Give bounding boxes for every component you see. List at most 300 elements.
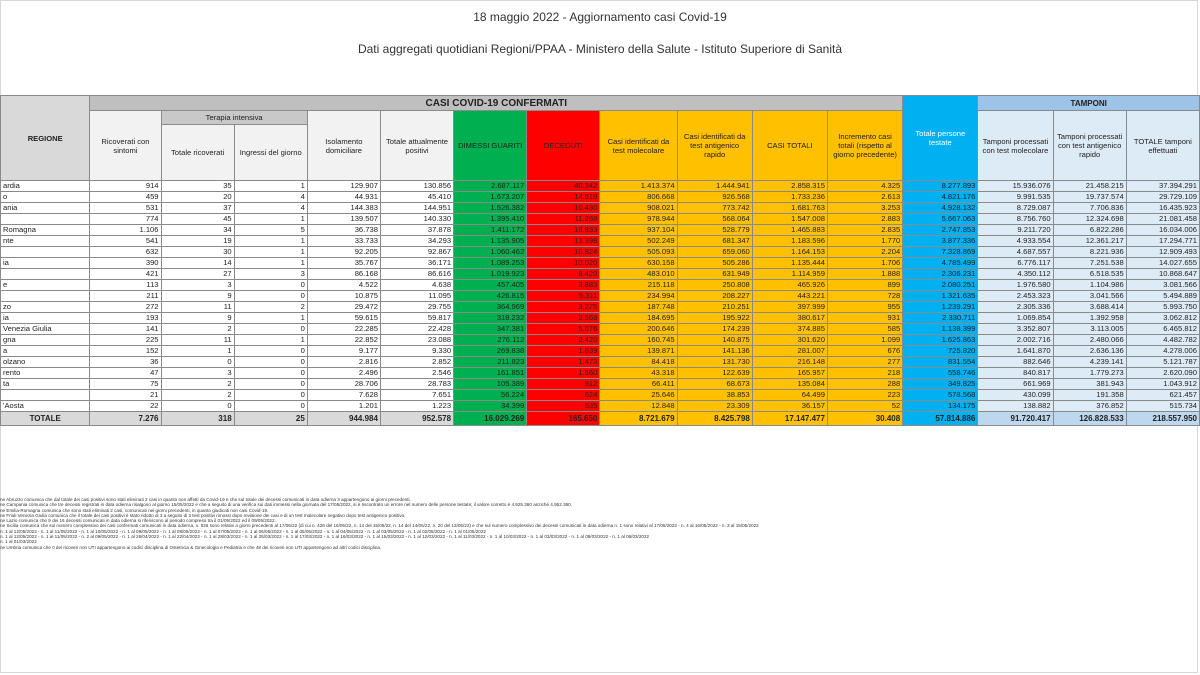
data-cell: 140.330 (380, 214, 453, 225)
data-cell: 4.638 (380, 280, 453, 291)
data-cell: 676 (827, 346, 902, 357)
data-cell: 2.420 (527, 335, 600, 346)
data-cell: 621.457 (1126, 390, 1199, 401)
data-cell: 1.392.958 (1053, 313, 1126, 324)
region-name-cell (1, 247, 90, 258)
data-cell: 4.687.557 (978, 247, 1053, 258)
data-cell: 2.080.251 (903, 280, 978, 291)
data-cell: 15.936.076 (978, 181, 1053, 192)
data-cell: 2.858.315 (752, 181, 827, 192)
data-cell: 2.496 (307, 368, 380, 379)
data-cell: 84.418 (600, 357, 677, 368)
data-cell: 211.823 (454, 357, 527, 368)
data-cell: 10.824 (527, 247, 600, 258)
data-cell: 1.547.008 (752, 214, 827, 225)
data-cell: 926.568 (677, 192, 752, 203)
data-cell: 1.104.986 (1053, 280, 1126, 291)
data-cell: 14 (161, 258, 234, 269)
data-cell: 288 (827, 379, 902, 390)
data-cell: 36.171 (380, 258, 453, 269)
data-cell: 23.088 (380, 335, 453, 346)
data-cell: 1.888 (827, 269, 902, 280)
data-cell: 3.877.336 (903, 236, 978, 247)
data-cell: 1.201 (307, 401, 380, 412)
data-cell: 7.328.869 (903, 247, 978, 258)
data-cell: 2 (234, 302, 307, 313)
data-cell: 1.706 (827, 258, 902, 269)
data-cell: 773.742 (677, 203, 752, 214)
data-cell: 1.770 (827, 236, 902, 247)
data-cell: 4.821.176 (903, 192, 978, 203)
data-cell: 21 (90, 390, 161, 401)
footnote-line: ne Campania comunica che tre decessi registrati in data odierna risalgono al giorno 15/05/2022 e che a seguito di una verifica sui dati immessi nella giornata del 17/05/2022, si è riscontrato un errore nel numero delle persone testate; il valore corretto è 4.925.360 anziché 4.952.360. (0, 502, 573, 508)
data-cell: 2.816 (307, 357, 380, 368)
data-cell: 269.838 (454, 346, 527, 357)
region-name-cell (1, 390, 90, 401)
data-cell: 3.081.566 (1126, 280, 1199, 291)
data-cell: 12.324.698 (1053, 214, 1126, 225)
total-cell: 944.984 (307, 412, 380, 426)
data-cell: 390 (90, 258, 161, 269)
data-cell: 1 (234, 258, 307, 269)
data-cell: 22.428 (380, 324, 453, 335)
data-cell: 9.991.535 (978, 192, 1053, 203)
data-cell: 9.177 (307, 346, 380, 357)
data-cell: 1.106 (90, 225, 161, 236)
data-cell: 56.224 (454, 390, 527, 401)
table-row (1, 368, 1200, 379)
data-cell: 22.852 (307, 335, 380, 346)
data-cell: 1.135.905 (454, 236, 527, 247)
data-cell: 831.554 (903, 357, 978, 368)
data-cell: 36 (90, 357, 161, 368)
region-name-cell: ta (1, 379, 90, 390)
data-cell: 1.114.959 (752, 269, 827, 280)
data-cell: 36.738 (307, 225, 380, 236)
data-cell: 1.135.444 (752, 258, 827, 269)
data-cell: 4 (234, 203, 307, 214)
data-cell: 2.330.711 (903, 313, 978, 324)
data-cell: 92.867 (380, 247, 453, 258)
data-cell: 2.305.336 (978, 302, 1053, 313)
data-cell: 505.286 (677, 258, 752, 269)
data-cell: 10.875 (307, 291, 380, 302)
data-cell: 113 (90, 280, 161, 291)
data-cell: 426.815 (454, 291, 527, 302)
data-cell: 2.747.853 (903, 225, 978, 236)
data-cell: 2.546 (380, 368, 453, 379)
total-label: TOTALE (1, 412, 90, 426)
data-cell: 211 (90, 291, 161, 302)
data-cell: 318.232 (454, 313, 527, 324)
data-cell: 36.157 (752, 401, 827, 412)
data-cell: 914 (90, 181, 161, 192)
data-cell: 381.943 (1053, 379, 1126, 390)
data-cell: 6.776.117 (978, 258, 1053, 269)
data-cell: 374.885 (752, 324, 827, 335)
data-cell: 9.211.720 (978, 225, 1053, 236)
data-cell: 5.121.787 (1126, 357, 1199, 368)
data-cell: 276.112 (454, 335, 527, 346)
data-cell: 2.852 (380, 357, 453, 368)
table-row (1, 192, 1200, 203)
data-cell: 1 (234, 247, 307, 258)
data-cell: 3.688.414 (1053, 302, 1126, 313)
total-cell: 30.408 (827, 412, 902, 426)
data-cell: 140.875 (677, 335, 752, 346)
data-cell: 0 (161, 357, 234, 368)
table-row (1, 390, 1200, 401)
data-cell: 1.976.580 (978, 280, 1053, 291)
data-cell: 430.099 (978, 390, 1053, 401)
data-cell: 2 (161, 390, 234, 401)
data-cell: 630.158 (600, 258, 677, 269)
data-cell: 187.748 (600, 302, 677, 313)
table-row (1, 313, 1200, 324)
data-cell: 1 (234, 335, 307, 346)
data-cell: 1.473 (527, 357, 600, 368)
data-cell: 8.420 (527, 269, 600, 280)
data-cell: 502.249 (600, 236, 677, 247)
data-cell: 585 (827, 324, 902, 335)
data-cell: 912 (527, 379, 600, 390)
data-cell: 130.856 (380, 181, 453, 192)
data-cell: 1.321.635 (903, 291, 978, 302)
data-cell: 131.730 (677, 357, 752, 368)
total-cell: 218.557.950 (1126, 412, 1199, 426)
table-row (1, 181, 1200, 192)
data-cell: 7.251.538 (1053, 258, 1126, 269)
data-cell: 1.043.912 (1126, 379, 1199, 390)
col-incremento: Incremento casi totali (rispetto al giorno precedente) (827, 111, 902, 181)
data-cell: 216.148 (752, 357, 827, 368)
data-cell: 1.138.399 (903, 324, 978, 335)
group-terapia-intensiva: Terapia intensiva (161, 111, 307, 125)
data-cell: 45.410 (380, 192, 453, 203)
total-cell: 8.425.798 (677, 412, 752, 426)
footnote-line: ne Emilia-Romagna comunica che sono stati eliminati 2 casi, comunicati nei giorni precedenti, in quanto giudicati non casi Covid-19. (0, 507, 269, 513)
data-cell: 1 (161, 346, 234, 357)
data-cell: 0 (161, 401, 234, 412)
data-cell: 17.294.771 (1126, 236, 1199, 247)
data-cell: 35.767 (307, 258, 380, 269)
data-cell: 8.729.087 (978, 203, 1053, 214)
data-cell: 955 (827, 302, 902, 313)
data-cell: 2.306.231 (903, 269, 978, 280)
data-cell: 1.060.462 (454, 247, 527, 258)
data-cell: 5.311 (527, 291, 600, 302)
region-name-cell: nte (1, 236, 90, 247)
data-cell: 3.113.005 (1053, 324, 1126, 335)
footnotes (0, 497, 1200, 550)
data-cell: 25.646 (600, 390, 677, 401)
data-cell: 139.507 (307, 214, 380, 225)
data-cell: 29.755 (380, 302, 453, 313)
data-cell: 28.783 (380, 379, 453, 390)
data-cell: 210.251 (677, 302, 752, 313)
data-cell: 681.347 (677, 236, 752, 247)
data-cell: 191.358 (1053, 390, 1126, 401)
data-cell: 34.399 (454, 401, 527, 412)
data-cell: 2.568 (527, 313, 600, 324)
data-cell: 29.472 (307, 302, 380, 313)
total-cell: 57.814.886 (903, 412, 978, 426)
table-row (1, 214, 1200, 225)
data-cell: 66.411 (600, 379, 677, 390)
data-cell: 558.746 (903, 368, 978, 379)
table-row (1, 269, 1200, 280)
data-cell: 30 (161, 247, 234, 258)
data-cell: 397.999 (752, 302, 827, 313)
data-cell: 2 (161, 324, 234, 335)
data-cell: 515.734 (1126, 401, 1199, 412)
report-title: 18 maggio 2022 - Aggiornamento casi Covid-19 (473, 10, 727, 24)
data-cell: 5.993.750 (1126, 302, 1199, 313)
data-cell: 2.453.323 (978, 291, 1053, 302)
data-cell: 376.852 (1053, 401, 1126, 412)
footnote-line: ne Abruzzo comunica che dal totale dei casi positivi sono stati eliminati 2 casi in quanto non affetti da Covid-19 e che sul totale dei decessi comunicati in data odierna 3 appartengono ai giorni precedenti. (0, 497, 411, 502)
data-cell: 5.494.889 (1126, 291, 1199, 302)
data-cell: 6.518.535 (1053, 269, 1126, 280)
data-cell: 174.239 (677, 324, 752, 335)
data-cell: 978.944 (600, 214, 677, 225)
data-cell: 11.268 (527, 214, 600, 225)
data-cell: 380.617 (752, 313, 827, 324)
region-name-cell: Venezia Giulia (1, 324, 90, 335)
col-casi-totali: CASI TOTALI (752, 111, 827, 181)
data-cell: 34 (161, 225, 234, 236)
col-deceduti: DECEDUTI (527, 111, 600, 181)
data-cell: 38.853 (677, 390, 752, 401)
data-cell: 1 (234, 181, 307, 192)
data-cell: 1.069.854 (978, 313, 1053, 324)
data-cell: 86.168 (307, 269, 380, 280)
data-cell: 5 (234, 225, 307, 236)
region-name-cell: ardia (1, 181, 90, 192)
data-cell: 138.882 (978, 401, 1053, 412)
data-cell: 4.933.554 (978, 236, 1053, 247)
data-cell: 728 (827, 291, 902, 302)
data-cell: 931 (827, 313, 902, 324)
data-cell: 568.064 (677, 214, 752, 225)
data-cell: 0 (234, 390, 307, 401)
data-cell: 12.361.217 (1053, 236, 1126, 247)
data-cell: 1.733.236 (752, 192, 827, 203)
total-cell: 165.650 (527, 412, 600, 426)
data-cell: 3.883 (527, 280, 600, 291)
region-name-cell: 'Aosta (1, 401, 90, 412)
data-cell: 29.729.109 (1126, 192, 1199, 203)
data-cell: 9 (161, 313, 234, 324)
footnote-line: ne Friuli Venezia Giulia comunica che il totale dei casi positivi è stato ridotto di 3 a seguito di 2 test positivi rimossi dopo revisione dei casi e di un test molecolare negativo dopo test antigenico positivo. (0, 512, 406, 518)
data-cell: 0 (234, 357, 307, 368)
table-row (1, 236, 1200, 247)
data-cell: 1 (234, 214, 307, 225)
data-cell: 6.465.812 (1126, 324, 1199, 335)
data-cell: 631.949 (677, 269, 752, 280)
data-cell: 4.522 (307, 280, 380, 291)
footnote-line: n. 1 al 01/03/2022 (0, 539, 37, 545)
data-cell: 27 (161, 269, 234, 280)
data-cell: 144.383 (307, 203, 380, 214)
col-totale-ricoverati: Totale ricoverati (161, 125, 234, 181)
data-cell: 0 (234, 401, 307, 412)
data-cell: 2.204 (827, 247, 902, 258)
data-cell: 7.628 (307, 390, 380, 401)
data-cell: 1.526.382 (454, 203, 527, 214)
data-cell: 421 (90, 269, 161, 280)
data-cell: 1.641.870 (978, 346, 1053, 357)
data-cell: 0 (234, 346, 307, 357)
data-cell: 2.620.090 (1126, 368, 1199, 379)
table-row (1, 225, 1200, 236)
data-cell: 14.027.655 (1126, 258, 1199, 269)
table-row (1, 280, 1200, 291)
table-row (1, 324, 1200, 335)
data-cell: 531 (90, 203, 161, 214)
data-cell: 806.668 (600, 192, 677, 203)
data-cell: 35 (161, 181, 234, 192)
footnote-line: ne Umbria comunica che 0 dei ricoveri non UTI appartengono ai codici disciplina di Ostetricia & Ginecologia e Pediatria e che 48 dei ricoveri non UTI appartengono ad altri codici disciplina. (0, 544, 382, 550)
data-cell: 483.010 (600, 269, 677, 280)
data-cell: 1.839 (527, 346, 600, 357)
region-name-cell: e (1, 280, 90, 291)
data-cell: 16.435.923 (1126, 203, 1199, 214)
data-cell: 4 (234, 192, 307, 203)
data-cell: 457.405 (454, 280, 527, 291)
data-cell: 16.833 (527, 225, 600, 236)
col-ingressi-giorno: Ingressi del giorno (234, 125, 307, 181)
data-cell: 840.817 (978, 368, 1053, 379)
data-cell: 68.673 (677, 379, 752, 390)
data-cell: 1.560 (527, 368, 600, 379)
data-cell: 141.136 (677, 346, 752, 357)
data-cell: 0 (234, 368, 307, 379)
data-cell: 44.931 (307, 192, 380, 203)
data-cell: 11 (161, 335, 234, 346)
region-name-cell (1, 269, 90, 280)
data-cell: 160.745 (600, 335, 677, 346)
data-cell: 45 (161, 214, 234, 225)
data-cell: 64.499 (752, 390, 827, 401)
col-attualmente-positivi: Totale attualmente positivi (380, 111, 453, 181)
data-cell: 505.093 (600, 247, 677, 258)
total-cell: 8.721.679 (600, 412, 677, 426)
data-cell: 12.909.493 (1126, 247, 1199, 258)
data-cell: 200.646 (600, 324, 677, 335)
data-cell: 16.034.006 (1126, 225, 1199, 236)
data-cell: 535 (527, 401, 600, 412)
data-cell: 10.868.647 (1126, 269, 1199, 280)
data-cell: 52 (827, 401, 902, 412)
data-cell: 2.613 (827, 192, 902, 203)
data-cell: 4.278.006 (1126, 346, 1199, 357)
table-body (1, 181, 1200, 426)
data-cell: 223 (827, 390, 902, 401)
data-cell: 632 (90, 247, 161, 258)
data-cell: 43.318 (600, 368, 677, 379)
footnote-line: n. 1 al 12/05/2022 - n. 1 al 11/05/2022 - n. 1 al 10/05/2022 - n. 1 al 09/05/2022 - n. 1 al 08/05/2022 - n. 1 al 07/05/2022 - n. 1 al 06/05/2022 - n. 1 al 05/05/2022 - n. 1 al 04/05/2022 - n. 1 al 03/05/2022 - n. 1 al 02/05/2022 - n. 1 al 01/05/2022 (0, 528, 486, 534)
data-cell: 8.756.760 (978, 214, 1053, 225)
data-cell: 9 (161, 291, 234, 302)
data-cell: 11.095 (380, 291, 453, 302)
data-cell: 1.413.374 (600, 181, 677, 192)
data-cell: 1.099 (827, 335, 902, 346)
col-dimessi-guariti: DIMESSI GUARITI (454, 111, 527, 181)
table-row (1, 247, 1200, 258)
footnote-line: ne Sicilia comunica che sul numero complessivo dei casi confermati comunicati in data odierna, n. 526 sono relativi a giorni precedenti al 17/05/22 (di cui n. 426 del 16/05/22, n. 14 del 15/05/22, n. 14 del 14/05/22, n. 20 del 13/05/22) e che sul numero complessivo dei decessi comunicati in data odierna n. 1 sono relativi al 17/05/2022 - n. 4 al 16/05/2022 - n. 3 al 15/05/2022 (0, 523, 759, 529)
table-row (1, 291, 1200, 302)
data-cell: 14.619 (527, 192, 600, 203)
data-cell: 37.394.291 (1126, 181, 1199, 192)
data-cell: 4.482.782 (1126, 335, 1199, 346)
data-cell: 1 (234, 313, 307, 324)
data-cell: 1.681.763 (752, 203, 827, 214)
data-cell: 3 (161, 280, 234, 291)
data-cell: 250.808 (677, 280, 752, 291)
data-cell: 193 (90, 313, 161, 324)
data-cell: 47 (90, 368, 161, 379)
data-cell: 3 (234, 269, 307, 280)
data-cell: 1.411.172 (454, 225, 527, 236)
data-cell: 4.239.141 (1053, 357, 1126, 368)
data-cell: 19 (161, 236, 234, 247)
data-cell: 3.352.807 (978, 324, 1053, 335)
table-row (1, 335, 1200, 346)
data-cell: 92.205 (307, 247, 380, 258)
col-test-molecolare: Casi identificati da test molecolare (600, 111, 677, 181)
data-cell: 301.620 (752, 335, 827, 346)
data-cell: 10.430 (527, 203, 600, 214)
data-cell: 129.907 (307, 181, 380, 192)
data-cell: 1 (234, 236, 307, 247)
col-ricoverati: Ricoverati con sintomi (90, 111, 161, 181)
data-cell: 1.164.153 (752, 247, 827, 258)
total-cell: 25 (234, 412, 307, 426)
data-cell: 1.625.863 (903, 335, 978, 346)
total-cell: 952.578 (380, 412, 453, 426)
data-cell: 75 (90, 379, 161, 390)
data-cell: 134.175 (903, 401, 978, 412)
data-cell: 141 (90, 324, 161, 335)
data-cell: 19.737.574 (1053, 192, 1126, 203)
data-cell: 8.277.893 (903, 181, 978, 192)
group-casi-confermati: CASI COVID-19 CONFERMATI (90, 96, 903, 111)
data-cell: 3.275 (527, 302, 600, 313)
data-cell: 0 (234, 324, 307, 335)
data-cell: 218 (827, 368, 902, 379)
col-test-antigenico: Casi identificati da test antigenico rapido (677, 111, 752, 181)
table-row (1, 302, 1200, 313)
covid-cases-table (0, 95, 1200, 426)
data-cell: 3.062.812 (1126, 313, 1199, 324)
data-cell: 7.706.836 (1053, 203, 1126, 214)
data-cell: 1.239.291 (903, 302, 978, 313)
data-cell: 1.465.883 (752, 225, 827, 236)
data-cell: 161.851 (454, 368, 527, 379)
region-name-cell: Romagna (1, 225, 90, 236)
col-persone-testate: Totale persone testate (903, 96, 978, 181)
data-cell: 105.389 (454, 379, 527, 390)
data-cell: 349.825 (903, 379, 978, 390)
data-cell: 1.395.410 (454, 214, 527, 225)
data-cell: 5.667.063 (903, 214, 978, 225)
data-cell: 541 (90, 236, 161, 247)
data-cell: 22 (90, 401, 161, 412)
data-cell: 4.785.499 (903, 258, 978, 269)
col-isolamento: Isolamento domiciliare (307, 111, 380, 181)
data-cell: 0 (234, 291, 307, 302)
